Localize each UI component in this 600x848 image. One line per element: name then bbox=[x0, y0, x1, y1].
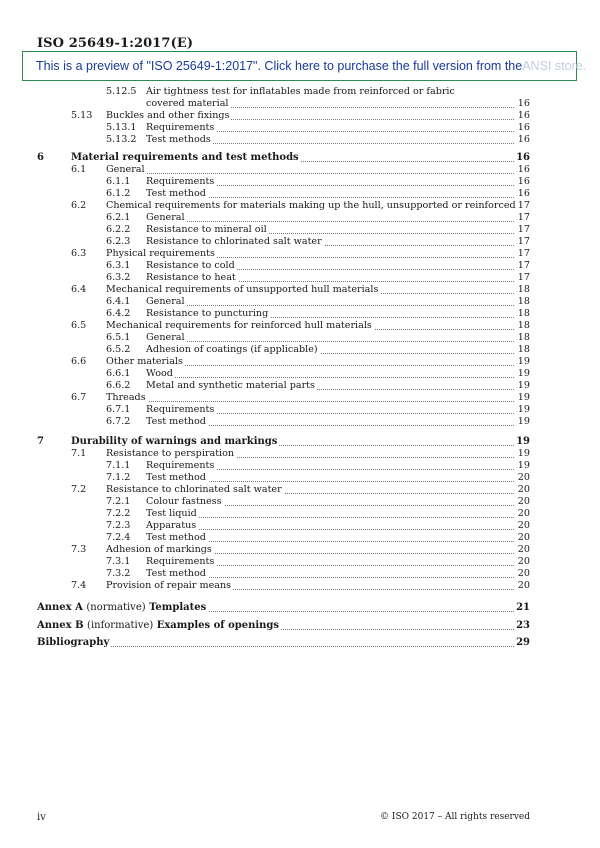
toc-entry-page: 17 bbox=[517, 260, 530, 271]
toc-entry[interactable] bbox=[37, 404, 530, 416]
toc-entry[interactable] bbox=[37, 248, 530, 260]
toc-entry[interactable] bbox=[37, 556, 530, 568]
toc-entry[interactable] bbox=[37, 284, 530, 296]
toc-entry[interactable] bbox=[37, 436, 530, 448]
toc-entry-number: 7.3.2 bbox=[106, 568, 131, 579]
annex-title: Templates bbox=[149, 602, 207, 613]
toc-entry-title: Metal and synthetic material parts bbox=[146, 380, 315, 391]
toc-entry-page: 16 bbox=[517, 98, 530, 109]
toc-entry-page: 19 bbox=[517, 460, 530, 471]
page-number: iv bbox=[37, 812, 46, 823]
toc-entry-page: 17 bbox=[517, 272, 530, 283]
toc-entry-page: 20 bbox=[517, 484, 530, 495]
toc-entry-page: 16 bbox=[517, 110, 530, 121]
toc-entry-title: Resistance to mineral oil bbox=[146, 224, 267, 235]
toc-entry-number: 5.13.2 bbox=[106, 134, 137, 145]
toc-entry[interactable] bbox=[37, 332, 530, 344]
toc-entry-title: Test method bbox=[146, 568, 206, 579]
toc-entry[interactable] bbox=[37, 460, 530, 472]
toc-entry-page: 17 bbox=[517, 212, 530, 223]
toc-annex-title bbox=[37, 620, 281, 631]
toc-entry-number: 6.5 bbox=[71, 320, 87, 331]
banner-text: This is a preview of "ISO 25649-1:2017". Click here to purchase the full version from the bbox=[36, 59, 523, 73]
toc-entry-page: 19 bbox=[517, 392, 530, 403]
toc-entry-page: 16 bbox=[517, 188, 530, 199]
toc-entry-number: 6.7.2 bbox=[106, 416, 131, 427]
toc-entry-number: 7.2.4 bbox=[106, 532, 131, 543]
toc-entry-page: 18 bbox=[517, 308, 530, 319]
toc-entry-title: Mechanical requirements for reinforced hull materials bbox=[106, 320, 372, 331]
toc-entry-page: 17 bbox=[517, 236, 530, 247]
toc-entry[interactable] bbox=[37, 508, 530, 520]
toc-entry-number: 7.2 bbox=[71, 484, 87, 495]
toc-entry-title: Resistance to chlorinated salt water bbox=[106, 484, 282, 495]
toc-annex-entry[interactable] bbox=[37, 637, 530, 649]
toc-entry-number: 5.13 bbox=[71, 110, 93, 121]
dot-leader bbox=[146, 305, 514, 306]
toc-entry-title: Resistance to chlorinated salt water bbox=[146, 236, 322, 247]
toc-entry-title: Requirements bbox=[146, 176, 215, 187]
toc-entry-page: 18 bbox=[517, 284, 530, 295]
toc-entry-number: 6.6 bbox=[71, 356, 87, 367]
toc-entry-title: Test method bbox=[146, 472, 206, 483]
toc-entry[interactable] bbox=[37, 200, 530, 212]
toc-entry-number: 6.7.1 bbox=[106, 404, 131, 415]
toc-entry[interactable] bbox=[37, 308, 530, 320]
toc-entry-page: 16 bbox=[516, 152, 530, 163]
annex-label: Annex B bbox=[37, 620, 84, 631]
toc-entry-number: 6.4.2 bbox=[106, 308, 131, 319]
toc-entry-title: Other materials bbox=[106, 356, 183, 367]
toc-entry-number: 6.2.1 bbox=[106, 212, 131, 223]
toc-entry-page: 19 bbox=[517, 380, 530, 391]
toc-entry-page: 20 bbox=[517, 568, 530, 579]
toc-entry-title: Requirements bbox=[146, 556, 215, 567]
toc-entry-page: 20 bbox=[517, 556, 530, 567]
toc-entry-number: 6.3.1 bbox=[106, 260, 131, 271]
toc-entry[interactable] bbox=[37, 544, 530, 556]
annex-label: Annex A bbox=[37, 602, 83, 613]
toc-entry[interactable] bbox=[37, 212, 530, 224]
toc-entry-number: 7.3.1 bbox=[106, 556, 131, 567]
annex-kind: (informative) bbox=[87, 620, 154, 631]
toc-entry[interactable] bbox=[37, 296, 530, 308]
toc-entry[interactable] bbox=[37, 152, 530, 164]
toc-entry-page: 20 bbox=[517, 544, 530, 555]
dot-leader bbox=[146, 529, 514, 530]
annex-kind: (normative) bbox=[86, 602, 146, 613]
toc-entry-title: Test method bbox=[146, 188, 206, 199]
toc-entry-number: 7.1 bbox=[71, 448, 87, 459]
toc-entry-number: 6.4.1 bbox=[106, 296, 131, 307]
toc-entry-page: 18 bbox=[517, 332, 530, 343]
toc-entry-title: Buckles and other fixings bbox=[106, 110, 230, 121]
toc-entry-page: 20 bbox=[517, 508, 530, 519]
toc-entry-number: 6.7 bbox=[71, 392, 87, 403]
toc-entry[interactable] bbox=[37, 532, 530, 544]
toc-entry-number: 6.1.2 bbox=[106, 188, 131, 199]
toc-entry-number: 7.2.2 bbox=[106, 508, 131, 519]
toc-entry[interactable] bbox=[37, 368, 530, 380]
dot-leader bbox=[146, 517, 514, 518]
annex-label: Bibliography bbox=[37, 637, 110, 648]
toc-entry[interactable] bbox=[37, 448, 530, 460]
toc-entry[interactable] bbox=[37, 392, 530, 404]
toc-annex-title bbox=[37, 637, 111, 648]
toc-entry-number: 6.6.2 bbox=[106, 380, 131, 391]
toc-entry-page: 18 bbox=[517, 344, 530, 355]
toc-entry-number: 6.4 bbox=[71, 284, 87, 295]
toc-entry[interactable] bbox=[37, 520, 530, 532]
toc-entry-number: 7.1.2 bbox=[106, 472, 131, 483]
toc-entry-number: 6.2 bbox=[71, 200, 87, 211]
toc-entry-number: 6 bbox=[37, 152, 44, 163]
toc-entry-title: General bbox=[146, 212, 185, 223]
document-header-title: ISO 25649-1:2017(E) bbox=[37, 36, 194, 51]
annex-title: Examples of openings bbox=[156, 620, 280, 631]
toc-entry[interactable] bbox=[37, 580, 530, 592]
toc-entry-title: Adhesion of markings bbox=[106, 544, 212, 555]
toc-entry[interactable] bbox=[37, 260, 530, 272]
toc-entry-number: 7 bbox=[37, 436, 44, 447]
toc-entry-title: Test methods bbox=[146, 134, 211, 145]
toc-entry-title: Material requirements and test methods bbox=[71, 152, 299, 163]
toc-entry-title: Apparatus bbox=[146, 520, 197, 531]
toc-entry-number: 6.3.2 bbox=[106, 272, 131, 283]
toc-entry-number: 5.13.1 bbox=[106, 122, 137, 133]
toc-entry[interactable] bbox=[37, 110, 530, 122]
purchase-preview-banner[interactable] bbox=[22, 51, 587, 81]
toc-annex-entry[interactable] bbox=[37, 620, 530, 632]
toc-entry-page: 20 bbox=[517, 580, 530, 591]
toc-entry-number: 6.1 bbox=[71, 164, 87, 175]
toc-entry[interactable] bbox=[37, 176, 530, 188]
dot-leader bbox=[146, 221, 514, 222]
toc-entry-number: 7.1.1 bbox=[106, 460, 131, 471]
toc-entry[interactable] bbox=[37, 380, 530, 392]
toc-entry-title: Test method bbox=[146, 532, 206, 543]
toc-entry-number: 6.1.1 bbox=[106, 176, 131, 187]
toc-entry-title: Requirements bbox=[146, 460, 215, 471]
toc-entry-number: 6.2.2 bbox=[106, 224, 131, 235]
toc-entry-page: 18 bbox=[517, 320, 530, 331]
toc-entry[interactable] bbox=[37, 98, 530, 110]
dot-leader bbox=[146, 341, 514, 342]
toc-entry-page: 19 bbox=[516, 436, 530, 447]
toc-entry-number: 6.5.2 bbox=[106, 344, 131, 355]
toc-entry-page: 19 bbox=[517, 416, 530, 427]
toc-entry[interactable] bbox=[37, 236, 530, 248]
toc-entry-title: Colour fastness bbox=[146, 496, 222, 507]
toc-entry-title: Air tightness test for inflatables made from reinforced or fabric bbox=[146, 86, 455, 97]
toc-entry-page: 17 bbox=[517, 200, 530, 211]
toc-entry-page: 16 bbox=[517, 164, 530, 175]
toc-entry[interactable] bbox=[37, 416, 530, 428]
toc-entry-title: Mechanical requirements of unsupported hull materials bbox=[106, 284, 379, 295]
toc-entry-number: 7.2.3 bbox=[106, 520, 131, 531]
toc-entry-number: 6.3 bbox=[71, 248, 87, 259]
toc-entry[interactable] bbox=[37, 272, 530, 284]
toc-entry[interactable] bbox=[37, 188, 530, 200]
toc-entry-number: 6.6.1 bbox=[106, 368, 131, 379]
toc-entry[interactable] bbox=[37, 496, 530, 508]
copyright-notice: © ISO 2017 – All rights reserved bbox=[380, 812, 530, 822]
toc-entry[interactable] bbox=[37, 484, 530, 496]
toc-entry-page: 18 bbox=[517, 296, 530, 307]
toc-entry-title: Resistance to heat bbox=[146, 272, 236, 283]
toc-entry-page: 17 bbox=[517, 248, 530, 259]
toc-entry[interactable] bbox=[37, 320, 530, 332]
toc-entry-title: General bbox=[146, 296, 185, 307]
toc-entry[interactable] bbox=[37, 224, 530, 236]
toc-entry[interactable] bbox=[37, 134, 530, 146]
toc-entry-page: 20 bbox=[517, 496, 530, 507]
toc-entry-title: Test liquid bbox=[146, 508, 197, 519]
toc-entry-title: General bbox=[146, 332, 185, 343]
dot-leader bbox=[106, 173, 514, 174]
toc-entry-page: 19 bbox=[517, 356, 530, 367]
toc-entry[interactable] bbox=[37, 86, 530, 98]
toc-entry-title: General bbox=[106, 164, 145, 175]
toc-entry[interactable] bbox=[37, 344, 530, 356]
toc-entry-title: Resistance to puncturing bbox=[146, 308, 269, 319]
toc-entry-number: 6.2.3 bbox=[106, 236, 131, 247]
toc-entry-title: Chemical requirements for materials making up the hull, unsupported or reinforced bbox=[106, 200, 516, 211]
toc-entry-page: 20 bbox=[517, 532, 530, 543]
dot-leader bbox=[146, 377, 514, 378]
toc-entry-number: 7.4 bbox=[71, 580, 87, 591]
banner-faded-text: ANSI store. bbox=[522, 59, 587, 73]
toc-annex-page: 21 bbox=[516, 602, 530, 613]
toc-entry-page: 16 bbox=[517, 122, 530, 133]
toc-entry-page: 17 bbox=[517, 224, 530, 235]
toc-entry-page: 16 bbox=[517, 176, 530, 187]
toc-entry-title: Threads bbox=[106, 392, 146, 403]
toc-annex-entry[interactable] bbox=[37, 602, 530, 614]
toc-annex-title bbox=[37, 602, 208, 613]
toc-annex-page: 29 bbox=[516, 637, 530, 648]
toc-entry-title: Resistance to cold bbox=[146, 260, 235, 271]
toc-entry-page: 19 bbox=[517, 448, 530, 459]
toc-entry-title: Test method bbox=[146, 416, 206, 427]
toc-entry-number: 5.12.5 bbox=[106, 86, 137, 97]
toc-entry[interactable] bbox=[37, 164, 530, 176]
toc-entry-title: Requirements bbox=[146, 122, 215, 133]
toc-entry-number: 6.5.1 bbox=[106, 332, 131, 343]
toc-entry-title: Wood bbox=[146, 368, 173, 379]
toc-entry[interactable] bbox=[37, 122, 530, 134]
toc-entry[interactable] bbox=[37, 568, 530, 580]
toc-entry-page: 19 bbox=[517, 404, 530, 415]
toc-entry-page: 20 bbox=[517, 520, 530, 531]
toc-entry-page: 19 bbox=[517, 368, 530, 379]
toc-entry-title: covered material bbox=[146, 98, 229, 109]
toc-entry-title: Requirements bbox=[146, 404, 215, 415]
toc-entry-title: Adhesion of coatings (if applicable) bbox=[146, 344, 318, 355]
toc-annex-page: 23 bbox=[516, 620, 530, 631]
toc-entry[interactable] bbox=[37, 472, 530, 484]
toc-entry-title: Durability of warnings and markings bbox=[71, 436, 278, 447]
toc-entry-page: 20 bbox=[517, 472, 530, 483]
toc-entry-title: Provision of repair means bbox=[106, 580, 232, 591]
dot-leader bbox=[106, 401, 514, 402]
toc-entry-page: 16 bbox=[517, 134, 530, 145]
toc-entry-number: 7.3 bbox=[71, 544, 87, 555]
toc-entry-number: 7.2.1 bbox=[106, 496, 131, 507]
toc-entry-title: Resistance to perspiration bbox=[106, 448, 235, 459]
toc-entry-title: Physical requirements bbox=[106, 248, 215, 259]
toc-entry[interactable] bbox=[37, 356, 530, 368]
